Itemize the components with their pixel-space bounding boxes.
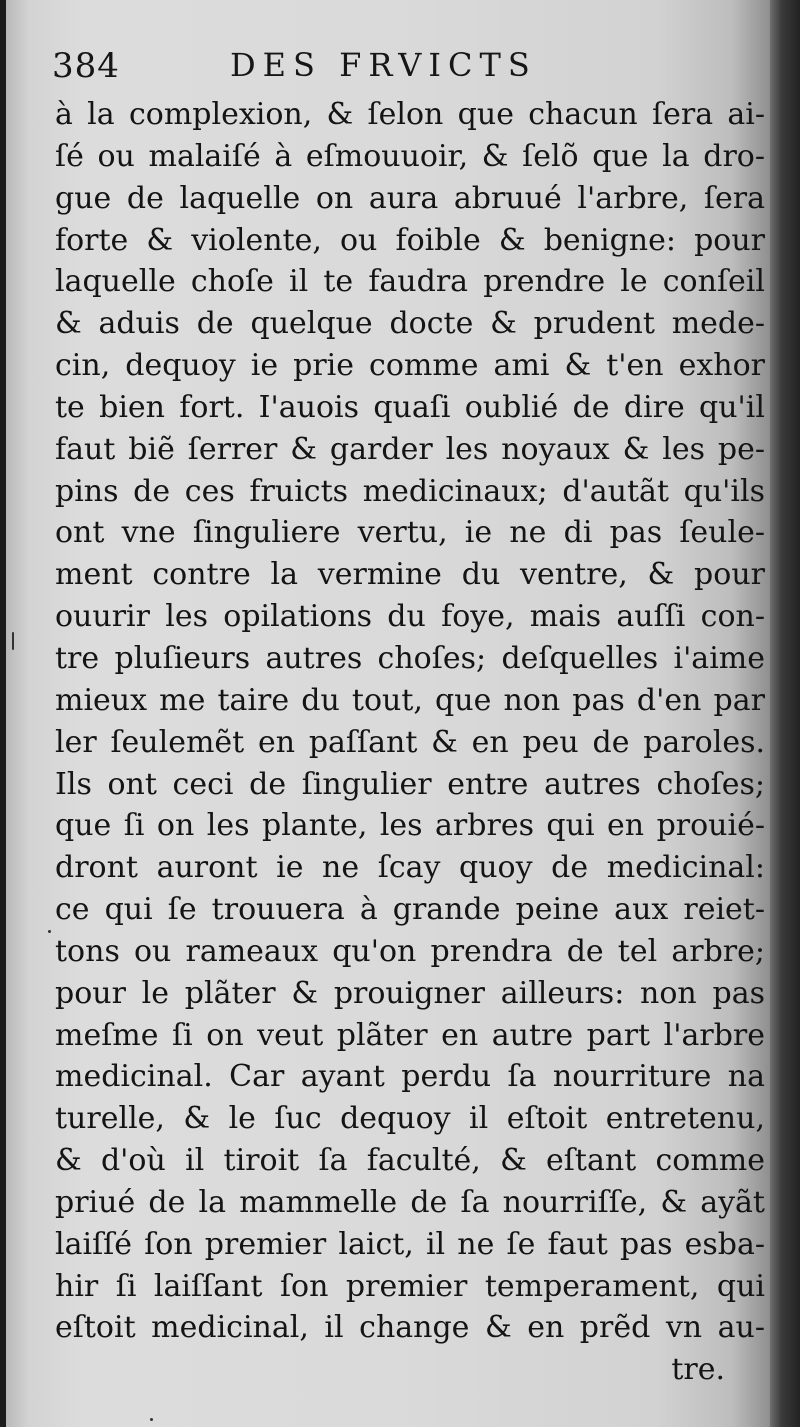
text-line: cin, dequoy ie prie comme ami & t'en exhor (55, 348, 765, 384)
running-title: DES FRVICTS (230, 46, 537, 84)
text-line: meſme ſi on veut plãter en autre part l'arbre (55, 1017, 765, 1053)
text-line: turelle, & le ſuc dequoy il eſtoit entretenu, (55, 1101, 765, 1137)
text-line: pins de ces fruicts medicinaux; d'autãt qu'ils (55, 473, 765, 509)
text-line: ouurir les opilations du foye, mais auſſi con- (55, 599, 765, 635)
ink-speck (48, 930, 51, 933)
text-line: laquelle choſe il te faudra prendre le conſeil (55, 264, 765, 300)
text-line: mieux me taire du tout, que non pas d'en par (55, 682, 765, 718)
text-line: faut biẽ ſerrer & garder les noyaux & les pe- (55, 431, 765, 467)
book-edge (770, 0, 800, 1427)
text-line: forte & violente, ou foible & benigne: pour (55, 222, 765, 258)
catchword-line: tre. (671, 1352, 725, 1388)
text-line: ſé ou malaiſé à eſmouuoir, & ſelõ que la dro- (55, 138, 765, 174)
text-line: ont vne ſinguliere vertu, ie ne di pas ſeule- (55, 515, 765, 551)
text-line: ler ſeulemẽt en paſſant & en peu de paroles. (55, 724, 765, 760)
text-line: que ſi on les plante, les arbres qui en prouié- (55, 808, 765, 844)
text-line: priué de la mammelle de ſa nourriſſe, & ayãt (55, 1184, 765, 1220)
text-line: ce qui ſe trouuera à grande peine aux reiet- (55, 892, 765, 928)
text-line: dront auront ie ne ſcay quoy de medicinal: (55, 850, 765, 886)
text-line: à la complexion, & ſelon que chacun ſera ai- (55, 97, 765, 132)
ink-speck (150, 1418, 153, 1421)
text-line: Ils ont ceci de ſingulier entre autres choſes; (55, 766, 765, 802)
text-line: tons ou rameaux qu'on prendra de tel arbre; (55, 933, 765, 969)
text-line: gue de laquelle on aura abruué l'arbre, ſera (55, 180, 765, 216)
text-line: & d'où il tiroit ſa faculté, & eſtant comme (55, 1143, 765, 1179)
text-line: tre pluſieurs autres choſes; deſquelles i'aime (55, 640, 765, 676)
text-line: pour le plãter & prouigner ailleurs: non pas (55, 975, 765, 1011)
text-line: laiſſé ſon premier laict, il ne ſe faut pas esba- (55, 1226, 765, 1262)
body-text (55, 94, 765, 1391)
text-line: te bien fort. I'auois quaſi oublié de dire qu'il (55, 389, 765, 425)
text-line: medicinal. Car ayant perdu ſa nourriture na (55, 1059, 765, 1095)
margin-mark (12, 632, 14, 650)
text-line: hir ſi laiſſant ſon premier temperament, qui (55, 1268, 765, 1304)
text-line: ment contre la vermine du ventre, & pour (55, 557, 765, 593)
page-number: 384 (52, 46, 120, 86)
running-header (0, 40, 800, 90)
text-line: & aduis de quelque docte & prudent mede- (55, 306, 765, 342)
text-line: eſtoit medicinal, il change & en prẽd vn au- (55, 1310, 765, 1346)
